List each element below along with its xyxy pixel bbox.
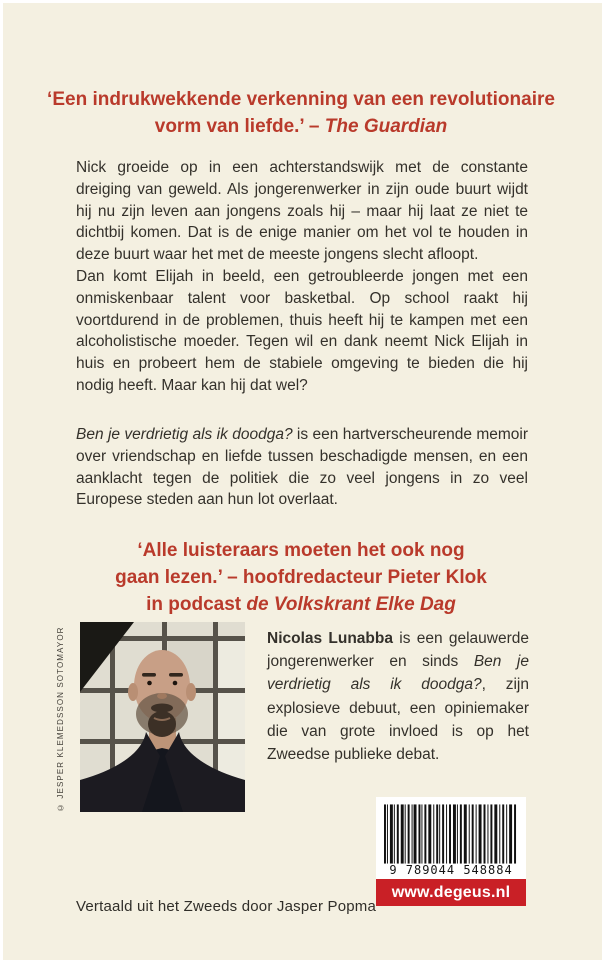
synopsis-paragraph-3 bbox=[76, 424, 528, 511]
synopsis-memoir bbox=[76, 424, 528, 511]
author-portrait-illustration bbox=[80, 622, 245, 812]
book-title-italic: Ben je verdrietig als ik doodga? bbox=[76, 426, 293, 443]
page-edge-top bbox=[0, 0, 602, 3]
synopsis-paragraph-3-text: is een hartverscheurende memoir over vriendschap en liefde tussen beschadigde mensen, en een aanklacht tegen de politiek die zo veel jongens in zo veel Europese steden aan hun lot overlaat. bbox=[76, 426, 528, 509]
quote-source: The Guardian bbox=[324, 116, 448, 137]
volkskrant-quote bbox=[31, 537, 571, 618]
quote-source: de Volkskrant Elke Dag bbox=[246, 594, 456, 615]
synopsis-paragraph-1: Nick groeide op in een achterstandswijk met de constante dreiging van geweld. Als jongerenwerker in zijn oude buurt wijdt hij nu zijn leven aan jongens zoals hij – maar hij laat ze niet te dichtbij komen. Dat is de enige manier om het vol te houden in deze buurt waar het met de meeste jongens slecht afloopt. bbox=[76, 159, 528, 264]
quote-line: gaan lezen.’ – hoofdredacteur Pieter Klok bbox=[115, 567, 487, 588]
author-name: Nicolas Lunabba bbox=[267, 630, 393, 647]
isbn-number: 9 789044 548884 bbox=[389, 863, 513, 877]
quote-text: in podcast bbox=[146, 594, 247, 615]
barcode-icon bbox=[384, 804, 518, 864]
photo-credit: © JESPER KLEMEDSSON SOTOMAYOR bbox=[56, 626, 65, 812]
barcode-block bbox=[376, 797, 526, 906]
translator-credit: Vertaald uit het Zweeds door Jasper Popma bbox=[76, 898, 377, 915]
synopsis-paragraph-2: Dan komt Elijah in beeld, een getroubleerde jongen met een onmiskenbaar talent voor basketbal. Op school raakt hij voortdurend in de problemen, thuis heeft hij te kampen met een alcoholistische moeder. Tegen wil en dank neemt Nick Elijah in huis en probeert hem de stabiele omgeving te bieden die hij nodig heeft. Maar kan hij dat wel? bbox=[76, 267, 528, 394]
quote-line bbox=[31, 591, 571, 618]
quote-line: ‘Alle luisteraars moeten het ook nog bbox=[137, 540, 465, 561]
page-edge-left bbox=[0, 0, 3, 960]
quote-line bbox=[31, 113, 571, 140]
publisher-website: www.degeus.nl bbox=[376, 879, 526, 906]
guardian-quote bbox=[31, 86, 571, 140]
barcode-panel bbox=[376, 797, 526, 879]
author-bio bbox=[267, 627, 529, 766]
book-title-italic: Ben je verdrietig als ik doodga? bbox=[267, 653, 529, 694]
quote-text: vorm van liefde.’ – bbox=[154, 116, 325, 137]
author-bio-paragraph bbox=[267, 627, 529, 766]
author-bio-text-1: is een gelauwerde jongerenwerker en sinds bbox=[267, 630, 529, 671]
quote-line: ‘Een indrukwekkende verkenning van een revolutionaire bbox=[47, 89, 555, 110]
author-bio-text-2: , zijn explosieve debuut, een opiniemaker die van grote invloed is op het Zweedse publieke debat. bbox=[267, 676, 529, 764]
synopsis bbox=[76, 157, 528, 397]
author-photo bbox=[80, 622, 245, 812]
